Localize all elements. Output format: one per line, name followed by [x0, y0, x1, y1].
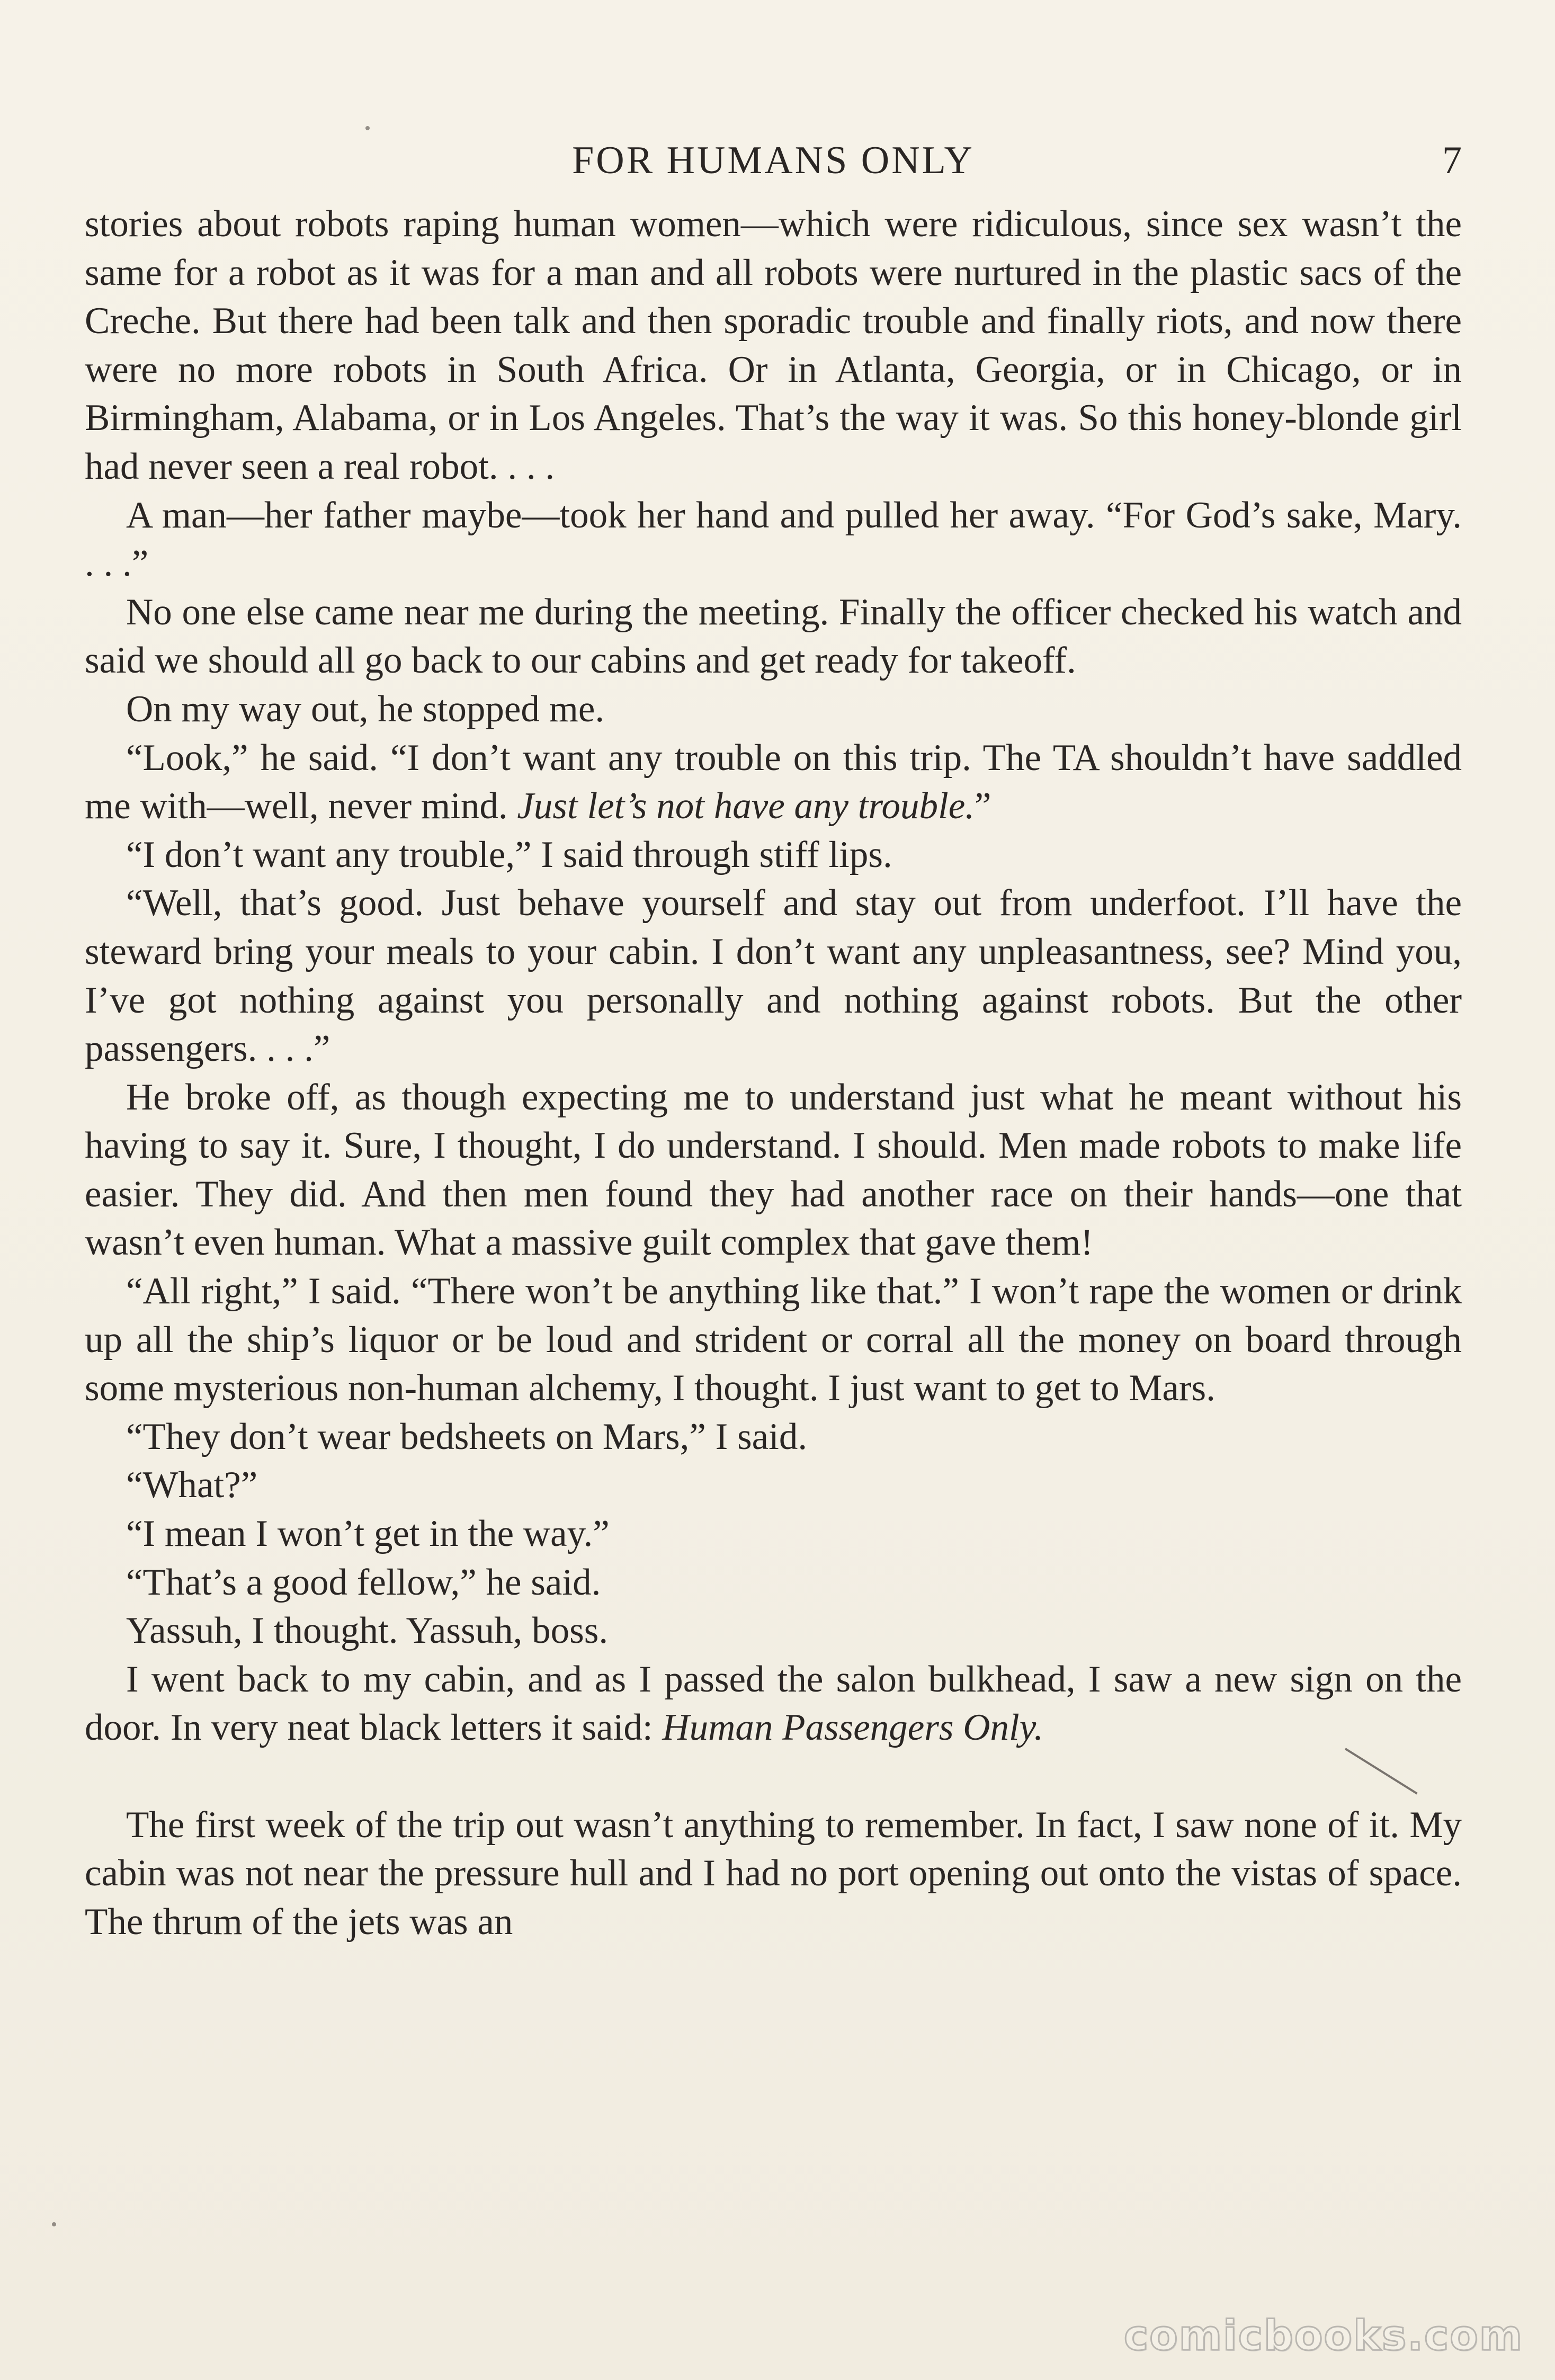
page-number: 7	[1442, 139, 1462, 182]
paragraph	[85, 831, 1462, 880]
paragraph-text: “Look,” he said. “I don’t want any trouble on this trip. The TA shouldn’t have saddled me with—well, never mind.	[85, 737, 1462, 827]
paragraph-text: ”	[975, 785, 991, 827]
paragraph-text: “That’s a good fellow,” he said.	[126, 1561, 601, 1603]
paragraph-text: “They don’t wear bedsheets on Mars,” I said.	[126, 1416, 808, 1457]
running-title: FOR HUMANS ONLY	[572, 139, 975, 182]
paragraph	[85, 1461, 1462, 1510]
paragraph-text: “What?”	[126, 1464, 258, 1506]
paragraph	[85, 200, 1462, 491]
paragraph	[85, 1073, 1462, 1267]
paragraph	[85, 879, 1462, 1073]
paragraph-text: “Well, that’s good. Just behave yourself and stay out from underfoot. I’ll have the steward bring your meals to your cabin. I don’t want any unpleasantness, see? Mind you, I’ve got nothing against you personally and nothing against robots. But the other passengers. . . .”	[85, 882, 1462, 1070]
page-header	[85, 137, 1462, 184]
italic-text: Human Passengers Only.	[662, 1707, 1044, 1749]
paragraph	[85, 685, 1462, 734]
paragraph	[85, 734, 1462, 831]
paragraph-text: Yassuh, I thought. Yassuh, boss.	[126, 1610, 609, 1652]
paragraph-text: On my way out, he stopped me.	[126, 688, 605, 730]
paragraph-text: No one else came near me during the meeting. Finally the officer checked his watch and said we should all go back to our cabins and get ready for takeoff.	[85, 591, 1462, 682]
paragraph-text: He broke off, as though expecting me to understand just what he meant without his having to say it. Sure, I thought, I do understand. I should. Men made robots to make life easier. They did. And then men found they had another race on their hands—one that wasn’t even human. What a massive guilt complex that gave them!	[85, 1076, 1462, 1264]
paragraph	[85, 491, 1462, 588]
paragraph-text: I went back to my cabin, and as I passed the salon bulkhead, I saw a new sign on the door. In very neat black letters it said:	[85, 1658, 1462, 1749]
paragraph	[85, 1267, 1462, 1413]
paragraph	[85, 1607, 1462, 1656]
paragraph	[85, 1413, 1462, 1462]
paragraph	[85, 1559, 1462, 1607]
paragraph	[85, 1801, 1462, 1947]
italic-text: Just let’s not have any trouble.	[517, 785, 975, 827]
paragraph-text: The first week of the trip out wasn’t anything to remember. In fact, I saw none of it. My cabin was not near the pressure hull and I had no port opening out onto the vistas of space. The thrum of the jets was an	[85, 1804, 1462, 1943]
paragraph-text: “I mean I won’t get in the way.”	[126, 1513, 610, 1555]
paragraph-text: stories about robots raping human women—which were ridiculous, since sex wasn’t the same for a robot as it was for a man and all robots were nurtured in the plastic sacs of the Creche. But there had been talk and then sporadic trouble and finally riots, and now there were no more robots in South Africa. Or in Atlanta, Georgia, or in Chicago, or in Birmingham, Alabama, or in Los Angeles. That’s the way it was. So this honey-blonde girl had never seen a real robot. . . .	[85, 203, 1462, 487]
paragraph	[85, 1656, 1462, 1752]
paragraph-text: “I don’t want any trouble,” I said through stiff lips.	[126, 834, 892, 875]
speck-mark	[52, 2222, 56, 2226]
paragraph-text: “All right,” I said. “There won’t be anything like that.” I won’t rape the women or drink up all the ship’s liquor or be loud and strident or corral all the money on board through some mysterious non-human alchemy, I thought. I just want to get to Mars.	[85, 1270, 1462, 1409]
paragraph	[85, 1510, 1462, 1559]
watermark-logo: comicbooks.com	[1123, 2312, 1523, 2360]
speck-mark	[365, 126, 370, 130]
paragraph-text: A man—her father maybe—took her hand and pulled her away. “For God’s sake, Mary. . . .”	[85, 494, 1462, 585]
paragraph	[85, 588, 1462, 685]
body-text	[85, 200, 1462, 1946]
